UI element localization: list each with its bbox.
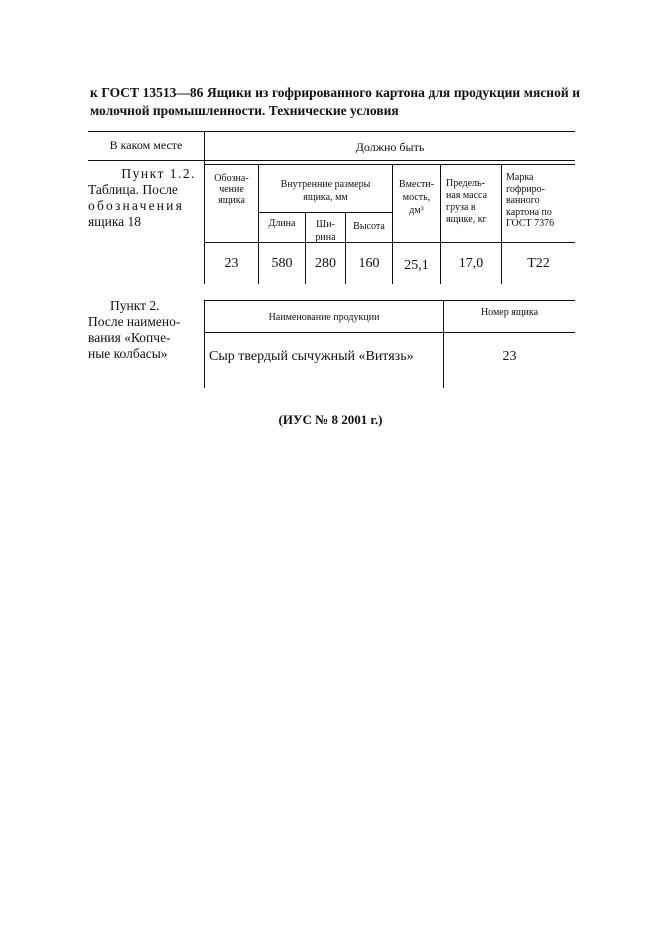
table-row-capacity: 25,1 [404,258,429,273]
col-internal-dims: Внутренние размеры ящика, мм [280,179,371,203]
header-where: В каком месте [109,138,183,152]
item1-line4: ящика 18 [88,214,142,229]
header-bottom-rule-inner [205,164,575,165]
header-should-be: Должно быть [355,140,425,154]
table-row-max-mass: 17,0 [458,256,484,271]
item1-line1: Пункт 1.2. [121,166,196,181]
item2-header-bottom-rule [205,332,575,333]
col-capacity: Вмести- мость, дм³ [398,179,435,216]
col-product: Наименование продукции [268,312,380,323]
item2-line4: ные колбасы» [88,346,168,361]
col-height: Высота [353,221,385,232]
item1-line2: Таблица. После [88,182,178,197]
dims-subheader-rule [258,212,392,213]
table-top-rule [88,131,575,132]
table-row-height: 160 [358,256,380,271]
col-brand: Марка гофриро- ванного картона по ГОСТ 7376 [506,172,555,229]
col-max-mass: Предель- ная масса груза в ящике, кг [446,178,488,225]
col-designation: Обозна- чение ящика [214,173,249,206]
table-row-brand: Т22 [527,256,550,271]
item2-location [88,298,196,362]
col-length: Длина [268,218,296,229]
table-row-width: 280 [315,256,336,271]
table-row-product: Сыр твердый сычужный «Витязь» [209,349,414,364]
table-row-box-number: 23 [502,349,517,364]
document-title: к ГОСТ 13513—86 Ящики из гофрированного картона для продукции мясной и молочной промышленности. Технические условия [90,85,580,118]
item2-top-rule [205,300,575,301]
col-box-number: Номер ящика [480,307,539,318]
item1-header-bottom-rule [205,242,575,243]
item2-line2: После наимено- [88,314,181,329]
item1-location [88,166,196,230]
col-width: Ши- рина [315,219,336,243]
table-row-length: 580 [271,256,293,271]
item2-line1: Пункт 2. [110,298,160,313]
table-row-designation: 23 [224,256,239,271]
footer-note: (ИУС № 8 2001 г.) [278,412,383,427]
item2-line3: вания «Копче- [88,330,171,345]
header-bottom-rule [88,160,575,161]
item1-line3: обозначения [88,198,185,213]
